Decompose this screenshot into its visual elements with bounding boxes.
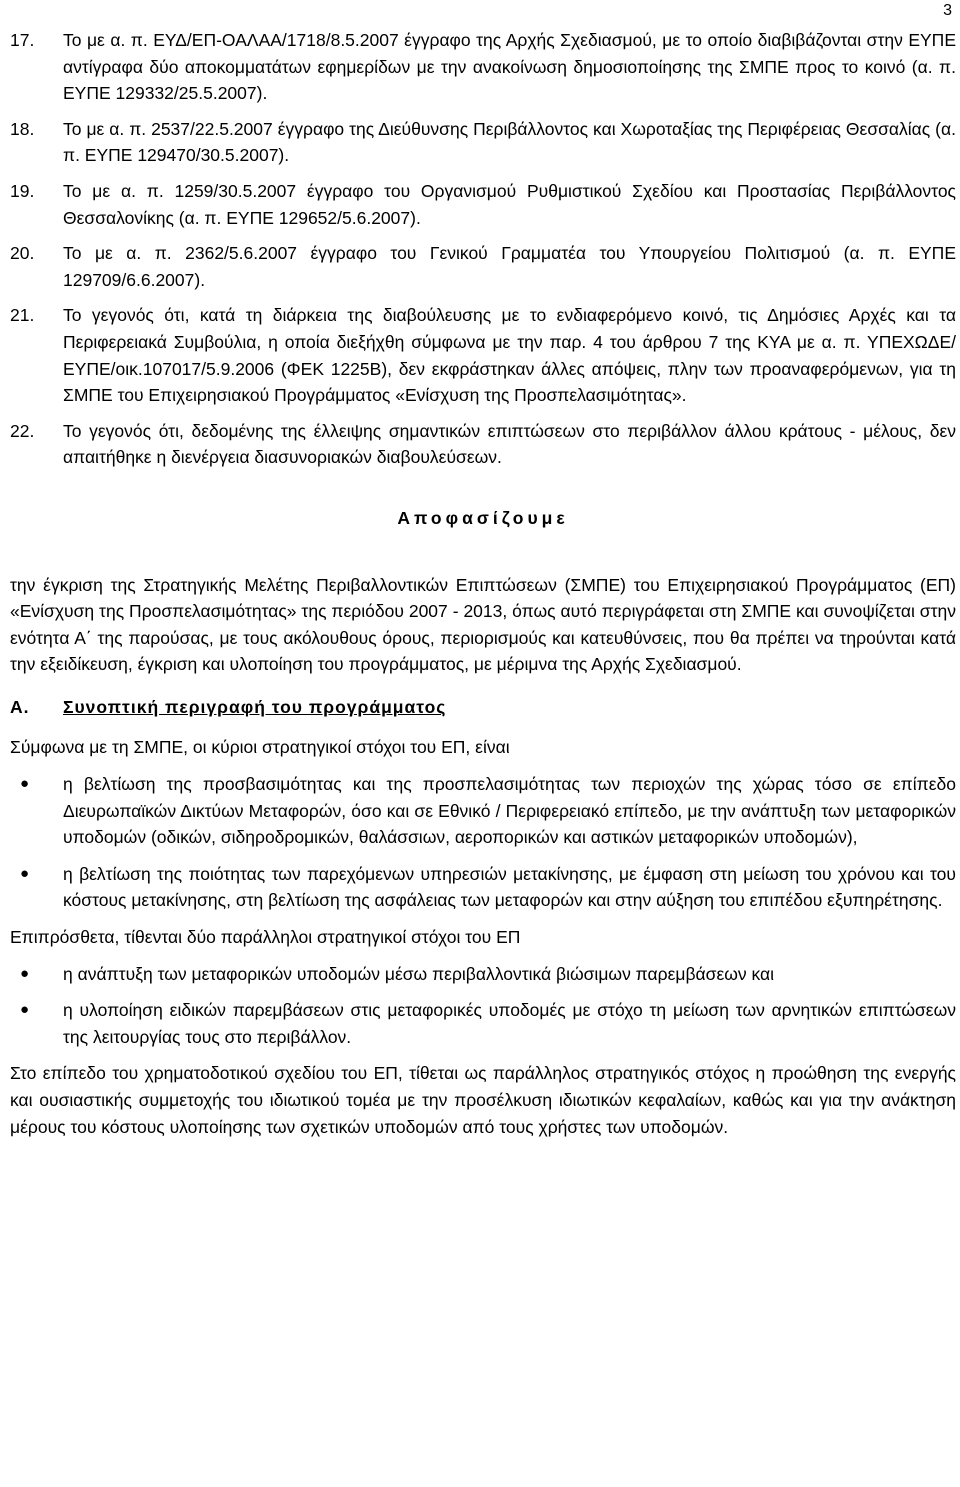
parallel-goals-intro: Επιπρόσθετα, τίθενται δύο παράλληλοι στρατηγικοί στόχοι του ΕΠ bbox=[10, 927, 521, 948]
bullet-icon: ● bbox=[20, 964, 30, 982]
list-item-text: η βελτίωση της προσβασιμότητας και της προσπελασιμότητας των περιοχών της χώρας τόσο σε επίπεδο Διευρωπαϊκών Δικτύων Μεταφορών, όσο και σε Εθνικό / Περιφερειακό επίπεδο, με την ανάπτυξη των μεταφορικών υποδομών (οδικών, σιδηροδρομικών, θαλάσσιων, αεροπορικών και αστικών μεταφορικών υποδομών), bbox=[63, 774, 956, 848]
bullet-icon: ● bbox=[20, 775, 30, 793]
numbered-item-17 bbox=[10, 27, 956, 107]
bullet-icon: ● bbox=[20, 1001, 30, 1019]
item-text: Το με α. π. ΕΥΔ/ΕΠ-ΟΑΛΑΑ/1718/8.5.2007 έγγραφο της Αρχής Σχεδιασμού, με το οποίο διαβιβάζονται στην ΕΥΠΕ αντίγραφα δύο αποκομματάτων εφημερίδων με την ανακοίνωση δημοσιοποίησης της ΣΜΠΕ προς το κοινό (α. π. ΕΥΠΕ 129332/25.5.2007). bbox=[63, 30, 956, 104]
section-heading bbox=[10, 694, 956, 721]
list-item bbox=[10, 997, 956, 1050]
item-text: Το με α. π. 1259/30.5.2007 έγγραφο του Οργανισμού Ρυθμιστικού Σχεδίου και Προστασίας Περιβάλλοντος Θεσσαλονίκης (α. π. ΕΥΠΕ 129652/5.6.2007). bbox=[63, 180, 956, 228]
parallel-goals-list bbox=[10, 961, 956, 1051]
decision-heading: Αποφασίζουμε bbox=[397, 507, 569, 528]
list-item bbox=[10, 961, 956, 988]
decision-paragraph: την έγκριση της Στρατηγικής Μελέτης Περιβαλλοντικών Επιπτώσεων (ΣΜΠΕ) του Επιχειρησιακού Προγράμματος (ΕΠ) «Ενίσχυση της Προσπελασιμότητας» της περιόδου 2007 - 2013, όπως αυτό περιγράφεται στη ΣΜΠΕ και συνοψίζεται στην ενότητα Α΄ της παρούσας, με τους ακόλουθους όρους, περιορισμούς και κατευθύνσεις, που θα πρέπει να τηρούνται κατά την εξειδίκευση, έγκριση και υλοποίηση του προγράμματος, με μέριμνα της Αρχής Σχεδιασμού. bbox=[10, 574, 956, 675]
numbered-item-18 bbox=[10, 116, 956, 169]
section-letter: Α. bbox=[10, 696, 30, 717]
numbered-item-20 bbox=[10, 240, 956, 293]
item-number: 18. bbox=[10, 118, 35, 139]
page-number: 3 bbox=[943, 2, 952, 19]
item-number: 17. bbox=[10, 30, 35, 50]
numbered-item-19 bbox=[10, 178, 956, 231]
item-number: 20. bbox=[10, 243, 35, 264]
numbered-item-21 bbox=[10, 302, 956, 408]
item-text: Το γεγονός ότι, δεδομένης της έλλειψης σημαντικών επιπτώσεων στο περιβάλλον άλλου κράτους - μέλους, δεν απαιτήθηκε η διενέργεια διασυνοριακών διαβουλεύσεων. bbox=[63, 420, 956, 468]
list-item bbox=[10, 861, 956, 914]
item-number: 19. bbox=[10, 180, 35, 201]
list-item-text: η ανάπτυξη των μεταφορικών υποδομών μέσω περιβαλλοντικά βιώσιμων παρεμβάσεων και bbox=[63, 963, 775, 984]
list-item-text: η υλοποίηση ειδικών παρεμβάσεων στις μεταφορικές υποδομές με στόχο τη μείωση των αρνητικών επιπτώσεων της λειτουργίας τους στο περιβάλλον. bbox=[63, 1000, 956, 1047]
item-number: 21. bbox=[10, 305, 35, 326]
list-item-text: η βελτίωση της ποιότητας των παρεχόμενων υπηρεσιών μετακίνησης, με έμφαση στη μείωση του χρόνου και του κόστους μετακίνησης, στη βελτίωση της ασφάλειας των μεταφορών και στην αύξηση του επιπέδου εξυπηρέτησης. bbox=[63, 863, 956, 911]
closing-paragraph: Στο επίπεδο του χρηματοδοτικού σχεδίου του ΕΠ, τίθεται ως παράλληλος στρατηγικός στόχος η προώθηση της ενεργής και ουσιαστικής συμμετοχής του ιδιωτικού τομέα με την προσέλκυση ιδιωτικών κεφαλαίων, καθώς και για την ανάκτηση μέρους του κόστους υλοποίησης των σχετικών υποδομών από τους χρήστες των υποδομών. bbox=[10, 1063, 956, 1137]
item-text: Το με α. π. 2537/22.5.2007 έγγραφο της Διεύθυνσης Περιβάλλοντος και Χωροταξίας της Περιφέρειας Θεσσαλίας (α. π. ΕΥΠΕ 129470/30.5.2007). bbox=[63, 118, 956, 166]
numbered-item-22 bbox=[10, 418, 956, 471]
list-item bbox=[10, 771, 956, 851]
goals-list bbox=[10, 771, 956, 914]
bullet-icon: ● bbox=[20, 864, 30, 882]
section-title: Συνοπτική περιγραφή του προγράμματος bbox=[63, 696, 447, 717]
item-number: 22. bbox=[10, 420, 35, 441]
goals-intro: Σύμφωνα με τη ΣΜΠΕ, οι κύριοι στρατηγικοί στόχοι του ΕΠ, είναι bbox=[10, 737, 510, 758]
item-text: Το με α. π. 2362/5.6.2007 έγγραφο του Γενικού Γραμματέα του Υπουργείου Πολιτισμού (α. π. ΕΥΠΕ 129709/6.6.2007). bbox=[63, 243, 956, 290]
item-text: Το γεγονός ότι, κατά τη διάρκεια της διαβούλευσης με το ενδιαφερόμενο κοινό, τις Δημόσιες Αρχές και τα Περιφερειακά Συμβούλια, η οποία διεξήχθη σύμφωνα με την παρ. 4 του άρθρου 7 της ΚΥΑ με α. π. ΥΠΕΧΩΔΕ/ΕΥΠΕ/οικ.107017/5.9.2006 (ΦΕΚ 1225Β), δεν εκφράστηκαν άλλες απόψεις, πλην των προαναφερόμενων, για τη ΣΜΠΕ του Επιχειρησιακού Προγράμματος «Ενίσχυση της Προσπελασιμότητας». bbox=[63, 305, 956, 406]
document-body bbox=[10, 27, 956, 1156]
